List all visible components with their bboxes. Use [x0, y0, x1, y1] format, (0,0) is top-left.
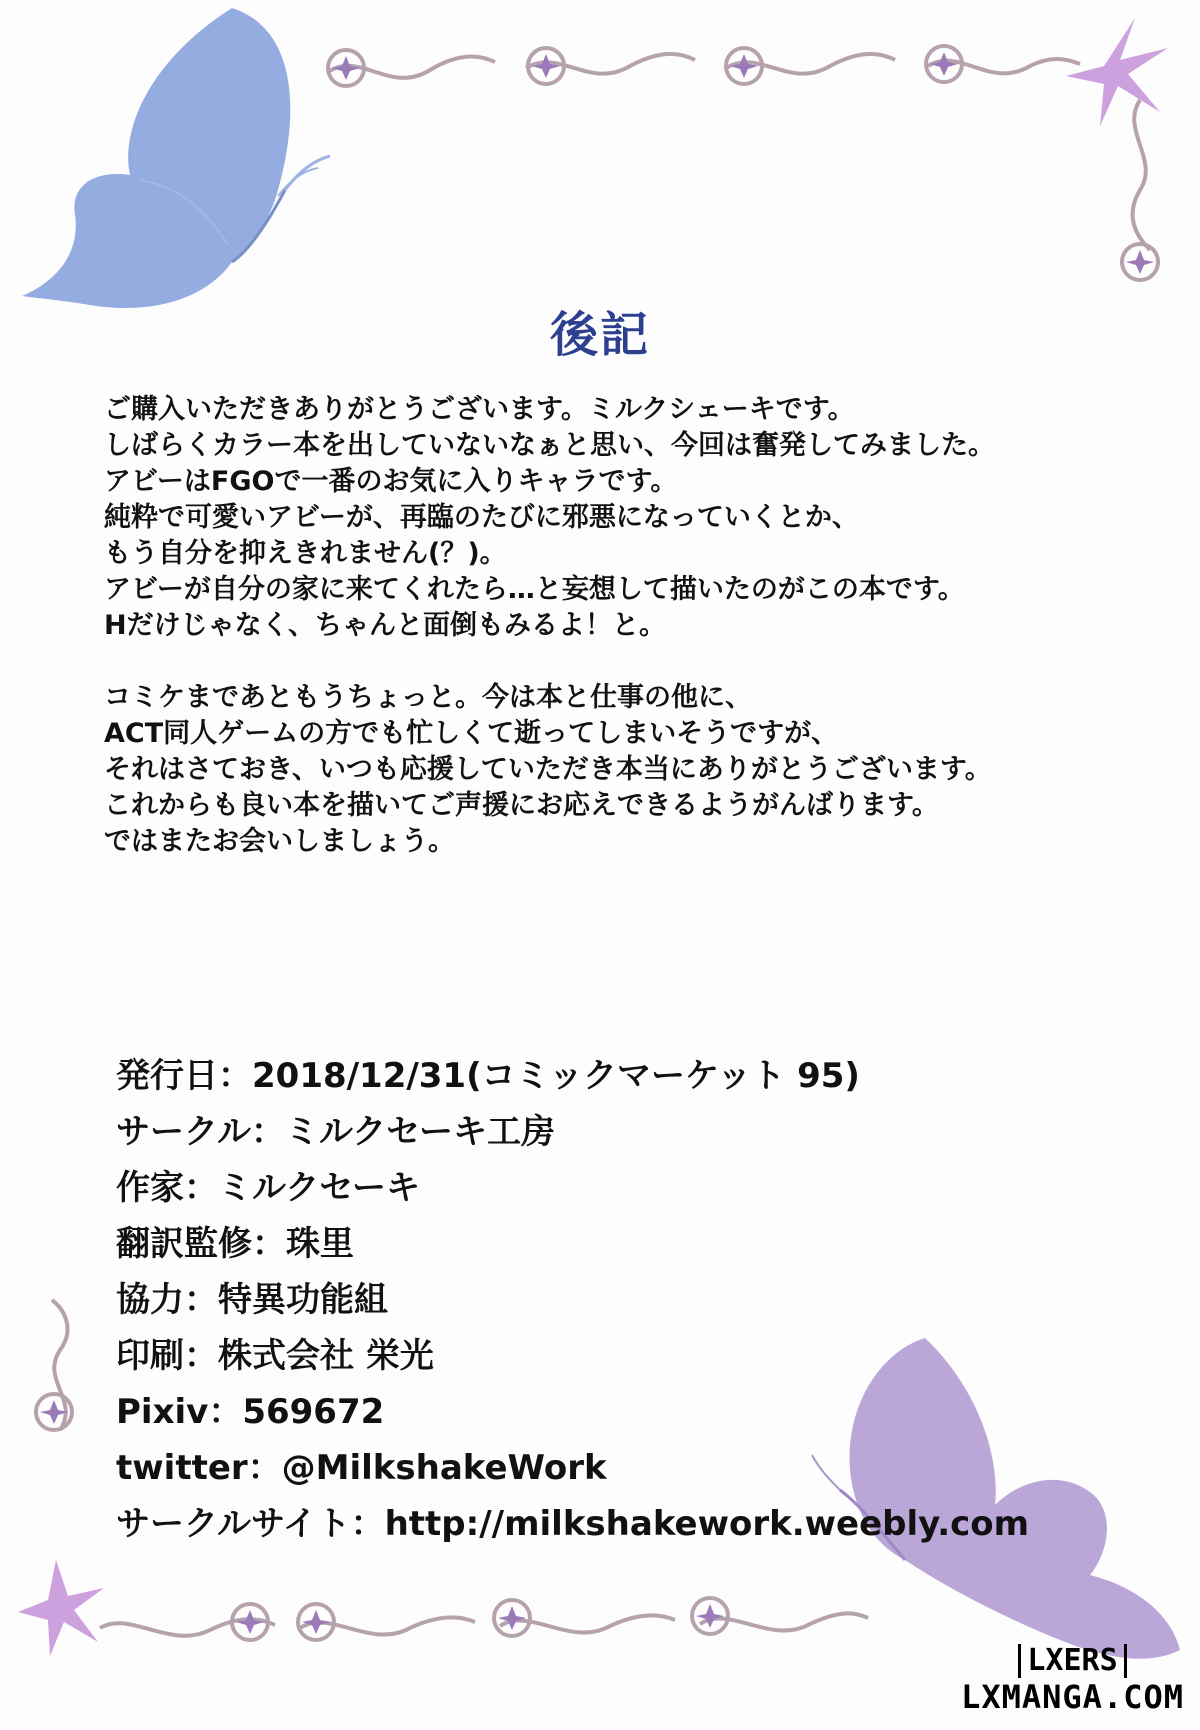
afterword-line: しばらくカラー本を出していないなぁと思い、今回は奮発してみました。: [104, 430, 995, 461]
afterword-line: ご購入いただきありがとうございます。ミルクシェーキです。: [104, 394, 855, 425]
colophon-pixiv: Pixiv：569672: [116, 1392, 385, 1432]
colophon-translation: 翻訳監修：珠里: [116, 1224, 354, 1264]
afterword-line: コミケまであともうちょっと。今は本と仕事の他に、: [104, 682, 752, 713]
afterword-line: Hだけじゃなく、ちゃんと面倒もみるよ！と。: [104, 610, 667, 641]
afterword-text: [104, 392, 1064, 860]
watermark-line-2: LXMANGA.COM: [961, 1678, 1184, 1716]
colophon-publish-date: 発行日：2018/12/31(コミックマーケット 95): [116, 1056, 860, 1096]
page-title: 後記: [549, 307, 650, 363]
colophon-site: サークルサイト：http://milkshakework.weebly.com: [116, 1504, 1030, 1544]
afterword-line: アビーが自分の家に来てくれたら…と妄想して描いたのがこの本です。: [104, 574, 965, 605]
colophon-author: 作家：ミルクセーキ: [116, 1168, 420, 1208]
colophon-twitter: twitter：@MilkshakeWork: [116, 1448, 607, 1488]
afterword-line: これからも良い本を描いてご声援にお応えできるようがんばります。: [104, 790, 939, 821]
afterword-line: 純粋で可愛いアビーが、再臨のたびに邪悪になっていくとか、: [104, 502, 859, 533]
watermark: [961, 1644, 1184, 1716]
paragraph-gap: [104, 644, 1064, 680]
afterword-line: もう自分を抑えきれません(？)。: [104, 538, 507, 569]
afterword-line: ではまたお会いしましょう。: [104, 826, 455, 857]
afterword-line: アビーはFGOで一番のお気に入りキャラです。: [104, 466, 678, 497]
butterfly-icon: [22, 8, 330, 308]
afterword-line: それはさておき、いつも応援していただき本当にありがとうございます。: [104, 754, 992, 785]
colophon-cooperation: 協力：特異功能組: [116, 1280, 388, 1320]
colophon: [116, 1048, 1029, 1552]
colophon-printing: 印刷：株式会社 栄光: [116, 1336, 434, 1376]
afterword-line: ACT同人ゲームの方でも忙しくて逝ってしまいそうですが、: [104, 718, 839, 749]
watermark-line-1: LXERS: [1018, 1644, 1126, 1678]
colophon-circle: サークル：ミルクセーキ工房: [116, 1112, 555, 1152]
swirl-ornament-icon: [328, 46, 1158, 280]
